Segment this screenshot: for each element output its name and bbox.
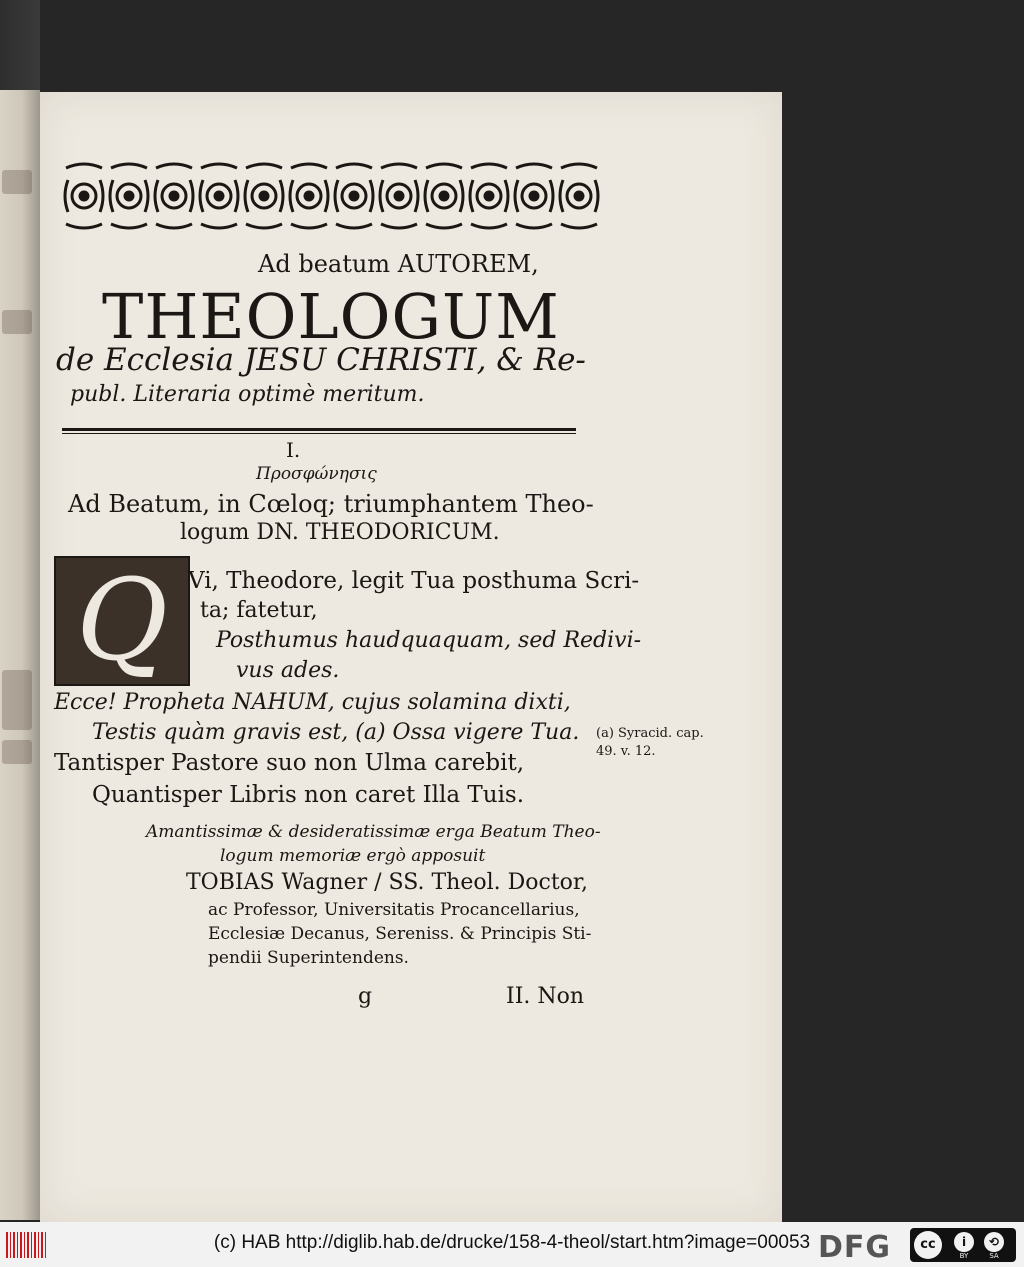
decorated-initial xyxy=(54,556,190,686)
subtitle-line-1: de Ecclesia JESU CHRISTI, & Re- xyxy=(56,342,586,378)
neighbor-page-edge xyxy=(0,90,40,1220)
section-number: I. xyxy=(286,438,301,462)
ornament-band xyxy=(62,160,602,232)
dfg-logo: DFG xyxy=(818,1230,892,1265)
ghost-mark xyxy=(2,740,32,764)
verse-line: Quantisper Libris non caret Illa Tuis. xyxy=(92,782,525,808)
dedication-line: logum memoriæ ergò apposuit xyxy=(220,846,486,866)
verse-line: Tantisper Pastore suo non Ulma carebit, xyxy=(54,750,525,776)
signature-line: ac Professor, Universitatis Procancellarius, xyxy=(208,900,580,920)
page-title: THEOLOGUM xyxy=(102,280,560,353)
address-line-2: logum DN. THEODORICUM. xyxy=(180,520,500,545)
verse-line: Ecce! Propheta NAHUM, cujus solamina dixti, xyxy=(54,690,571,715)
by-attribution-icon: i xyxy=(954,1232,974,1252)
verse-line: Testis quàm gravis est, (a) Ossa vigere Tua. xyxy=(92,720,580,745)
neighbor-page-dark xyxy=(0,0,40,92)
footer-bar xyxy=(0,1222,1024,1267)
catchword: II. Non xyxy=(506,984,585,1009)
signature-mark: g xyxy=(358,984,373,1009)
divider-rule-thin xyxy=(62,433,576,434)
share-alike-icon: ⟲ xyxy=(984,1232,1004,1252)
sa-label: SA xyxy=(989,1252,999,1260)
ghost-mark xyxy=(2,310,32,334)
signature-line: TOBIAS Wagner / SS. Theol. Doctor, xyxy=(186,870,588,895)
dedication-line: Amantissimæ & desideratissimæ erga Beatum Theo- xyxy=(146,822,601,842)
verse-line: Posthumus haudquaquam, sed Redivi- xyxy=(216,628,642,653)
by-label: BY xyxy=(959,1252,969,1260)
citation-link[interactable]: (c) HAB http://diglib.hab.de/drucke/158-4-theol/start.htm?image=00053 xyxy=(213,1232,811,1253)
ghost-mark xyxy=(2,170,32,194)
ghost-mark xyxy=(2,670,32,730)
greek-heading: Προσφώνησις xyxy=(256,464,377,484)
scan-background xyxy=(782,0,1024,1222)
subtitle-line-2: publ. Literaria optimè meritum. xyxy=(70,382,425,407)
verse-line: Vi, Theodore, legit Tua posthuma Scri- xyxy=(188,568,640,594)
address-line-1: Ad Beatum, in Cœloq; triumphantem Theo- xyxy=(68,490,594,518)
cc-license-icon[interactable] xyxy=(910,1228,1016,1262)
marginal-note: (a) Syracid. cap. xyxy=(596,726,704,741)
book-page xyxy=(40,92,782,1222)
marginal-note: 49. v. 12. xyxy=(596,744,656,759)
verse-line: vus ades. xyxy=(236,658,340,683)
verse-line: ta; fatetur, xyxy=(200,598,318,623)
header-line: Ad beatum AUTOREM, xyxy=(258,250,539,278)
initial-letter: Q xyxy=(76,556,168,686)
signature-line: Ecclesiæ Decanus, Sereniss. & Principis Sti- xyxy=(208,924,592,944)
cc-circle: cc xyxy=(914,1231,942,1259)
signature-line: pendii Superintendens. xyxy=(208,948,409,968)
divider-rule xyxy=(62,428,576,431)
